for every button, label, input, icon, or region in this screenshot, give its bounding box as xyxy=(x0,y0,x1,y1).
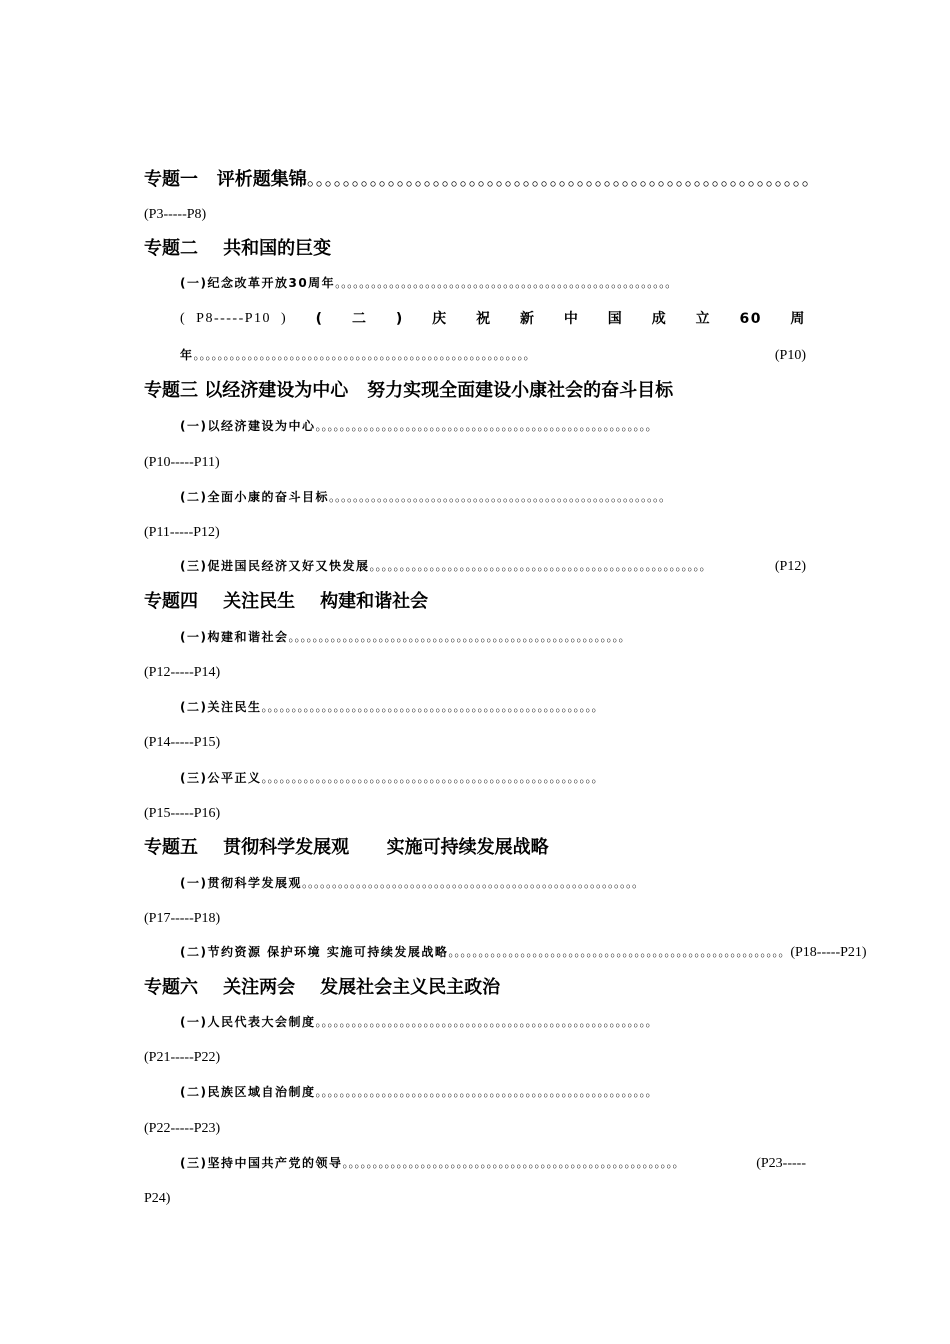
toc-t2-item-2-char: 中 xyxy=(563,311,580,327)
toc-t2-item-1-label: (一)纪念改革开放30周年 xyxy=(180,276,336,290)
toc-t3-item-3-label: (三)促进国民经济又好又快发展 xyxy=(180,559,370,573)
toc-topic-3[interactable] xyxy=(144,378,806,404)
toc-t5-item-2-pages: (P18-----P21) xyxy=(790,945,867,960)
toc-t2-item-2-char: ) xyxy=(395,311,404,327)
toc-t4-item-2-pages: (P14-----P15) xyxy=(144,735,221,750)
dot-leader: 。。。。。。。。。。。。。。。。。。。。。。。。。。。。。。。。。。。。。。。。。。。。。。。。。。。。。。。。 xyxy=(288,630,631,644)
toc-t3-item-3[interactable] xyxy=(180,555,806,577)
toc-topic-4[interactable] xyxy=(144,589,806,615)
toc-t2-item-2-char: 立 xyxy=(695,311,712,327)
toc-topic-4-title: 专题四 关注民生 构建和谐社会 xyxy=(144,591,429,612)
toc-t6-item-1[interactable] xyxy=(180,1011,806,1033)
toc-t2-item-2-char: 60 xyxy=(739,311,762,327)
toc-t6-item-3[interactable] xyxy=(180,1152,806,1174)
toc-t3-item-2-label: (二)全面小康的奋斗目标 xyxy=(180,490,329,504)
toc-t2-item-1[interactable] xyxy=(180,272,806,294)
toc-t2-item-2-char: 新 xyxy=(519,311,536,327)
toc-t2-item-2-char: 祝 xyxy=(476,311,492,327)
toc-t4-item-3-label: (三)公平正义 xyxy=(180,771,262,785)
toc-topic-2-title: 专题二 共和国的巨变 xyxy=(144,238,332,259)
toc-t3-item-2-pages: (P11-----P12) xyxy=(144,525,220,540)
toc-t2-item-2-cont[interactable] xyxy=(180,344,806,366)
toc-t3-item-1-pages: (P10-----P11) xyxy=(144,455,220,470)
toc-t6-item-1-label: (一)人民代表大会制度 xyxy=(180,1015,316,1029)
dot-leader: 。。。。。。。。。。。。。。。。。。。。。。。。。。。。。。。。。。。。。。。。。。。。。。。。。。。。。。。。 xyxy=(328,490,671,504)
toc-topic-5-title: 专题五 贯彻科学发展观 实施可持续发展战略 xyxy=(144,837,549,858)
toc-t6-item-1-pages: (P21-----P22) xyxy=(144,1050,221,1065)
toc-t4-item-2-label: (二)关注民生 xyxy=(180,700,262,714)
toc-topic-1-title: 专题一 评析题集锦 xyxy=(144,169,307,190)
toc-topic-1-pages: (P3-----P8) xyxy=(144,207,207,222)
dot-leader: 。。。。。。。。。。。。。。。。。。。。。。。。。。。。。。。。。。。。。。。。。。。。。。。。。。。。。。。。 xyxy=(301,876,644,890)
toc-t2-item-2-line[interactable] xyxy=(180,308,806,330)
toc-t4-item-1-pages: (P12-----P14) xyxy=(144,665,221,680)
toc-t2-item-2-char: 成 xyxy=(651,311,668,327)
toc-t2-item-2-char: 周 xyxy=(790,311,806,327)
toc-t5-item-2-label: (二)节约资源 保护环境 实施可持续发展战略 xyxy=(180,945,449,959)
dot-leader: 。。。。。。。。。。。。。。。。。。。。。。。。。。。。。。。。。。。。。。。。。。。。。。。。。。。。。。。。 xyxy=(261,700,604,714)
toc-t4-item-3-pages: (P15-----P16) xyxy=(144,806,221,821)
toc-t3-item-2[interactable] xyxy=(180,486,806,508)
toc-t3-item-1-label: (一)以经济建设为中心 xyxy=(180,419,316,433)
toc-t2-item-2-char: 庆 xyxy=(432,311,448,327)
toc-t6-item-3-pages: (P23----- xyxy=(756,1156,806,1171)
toc-t3-item-1[interactable] xyxy=(180,415,806,437)
toc-t6-item-2-pages: (P22-----P23) xyxy=(144,1121,221,1136)
toc-t4-item-1-label: (一)构建和谐社会 xyxy=(180,630,289,644)
toc-t6-item-2-label: (二)民族区域自治制度 xyxy=(180,1085,316,1099)
toc-t2-item-2-char: ( xyxy=(315,311,324,327)
dot-leader: 。。。。。。。。。。。。。。。。。。。。。。。。。。。。。。。。。。。。。。。。。。。。。。。。。。。。。。。。 xyxy=(193,348,536,362)
dot-leader: 。。。。。。。。。。。。。。。。。。。。。。。。。。。。。。。。。。。。。。。。。。。。。。。。。。。。。。。。 xyxy=(315,1015,658,1029)
toc-t3-item-3-pages: (P12) xyxy=(774,559,806,574)
toc-topic-2[interactable] xyxy=(144,236,806,262)
toc-t2-item-1-pages: ( P8-----P10 ) xyxy=(180,311,288,326)
toc-t5-item-1-label: (一)贯彻科学发展观 xyxy=(180,876,302,890)
toc-topic-1[interactable] xyxy=(144,167,820,193)
dot-leader: 。。。。。。。。。。。。。。。。。。。。。。。。。。。。。。。。。。。。。。。。。。。。。。。。。。。。。。。。 xyxy=(315,419,658,433)
toc-t6-item-2[interactable] xyxy=(180,1081,806,1103)
dot-leader: 。。。。。。。。。。。。。。。。。。。。。。。。。。。。。。。。。。。。。。。。。。。。。。。。。。。。。。。。 xyxy=(369,559,712,573)
toc-topic-5[interactable] xyxy=(144,835,806,861)
toc-t2-item-2-tail: 年 xyxy=(180,348,194,362)
toc-t2-item-2-char: 二 xyxy=(351,311,368,327)
toc-t4-item-2[interactable] xyxy=(180,696,806,718)
toc-t6-item-3-label: (三)坚持中国共产党的领导 xyxy=(180,1156,343,1170)
toc-t5-item-1[interactable] xyxy=(180,872,806,894)
toc-topic-6[interactable] xyxy=(144,975,806,1001)
dot-leader: 。。。。。。。。。。。。。。。。。。。。。。。。。。。。。。。。。。。。。。。。。。。。。。。。。。。。。。。。 xyxy=(306,169,820,190)
toc-t5-item-2[interactable] xyxy=(180,941,867,963)
dot-leader: 。。。。。。。。。。。。。。。。。。。。。。。。。。。。。。。。。。。。。。。。。。。。。。。。。。。。。。。。 xyxy=(448,945,791,959)
toc-t4-item-1[interactable] xyxy=(180,626,806,648)
dot-leader: 。。。。。。。。。。。。。。。。。。。。。。。。。。。。。。。。。。。。。。。。。。。。。。。。。。。。。。。。 xyxy=(261,771,604,785)
toc-t2-item-2-char: 国 xyxy=(607,311,624,327)
toc-topic-3-title: 专题三 以经济建设为中心 努力实现全面建设小康社会的奋斗目标 xyxy=(144,380,674,401)
toc-t5-item-1-pages: (P17-----P18) xyxy=(144,911,221,926)
dot-leader: 。。。。。。。。。。。。。。。。。。。。。。。。。。。。。。。。。。。。。。。。。。。。。。。。。。。。。。。。 xyxy=(315,1085,658,1099)
toc-t2-item-2-pages: (P10) xyxy=(774,348,806,363)
toc-t6-item-3-pages-cont: P24) xyxy=(144,1191,171,1206)
dot-leader: 。。。。。。。。。。。。。。。。。。。。。。。。。。。。。。。。。。。。。。。。。。。。。。。。。。。。。。。。 xyxy=(342,1156,685,1170)
toc-topic-6-title: 专题六 关注两会 发展社会主义民主政治 xyxy=(144,977,501,998)
toc-t4-item-3[interactable] xyxy=(180,767,806,789)
dot-leader: 。。。。。。。。。。。。。。。。。。。。。。。。。。。。。。。。。。。。。。。。。。。。。。。。。。。。。。。。 xyxy=(335,276,678,290)
